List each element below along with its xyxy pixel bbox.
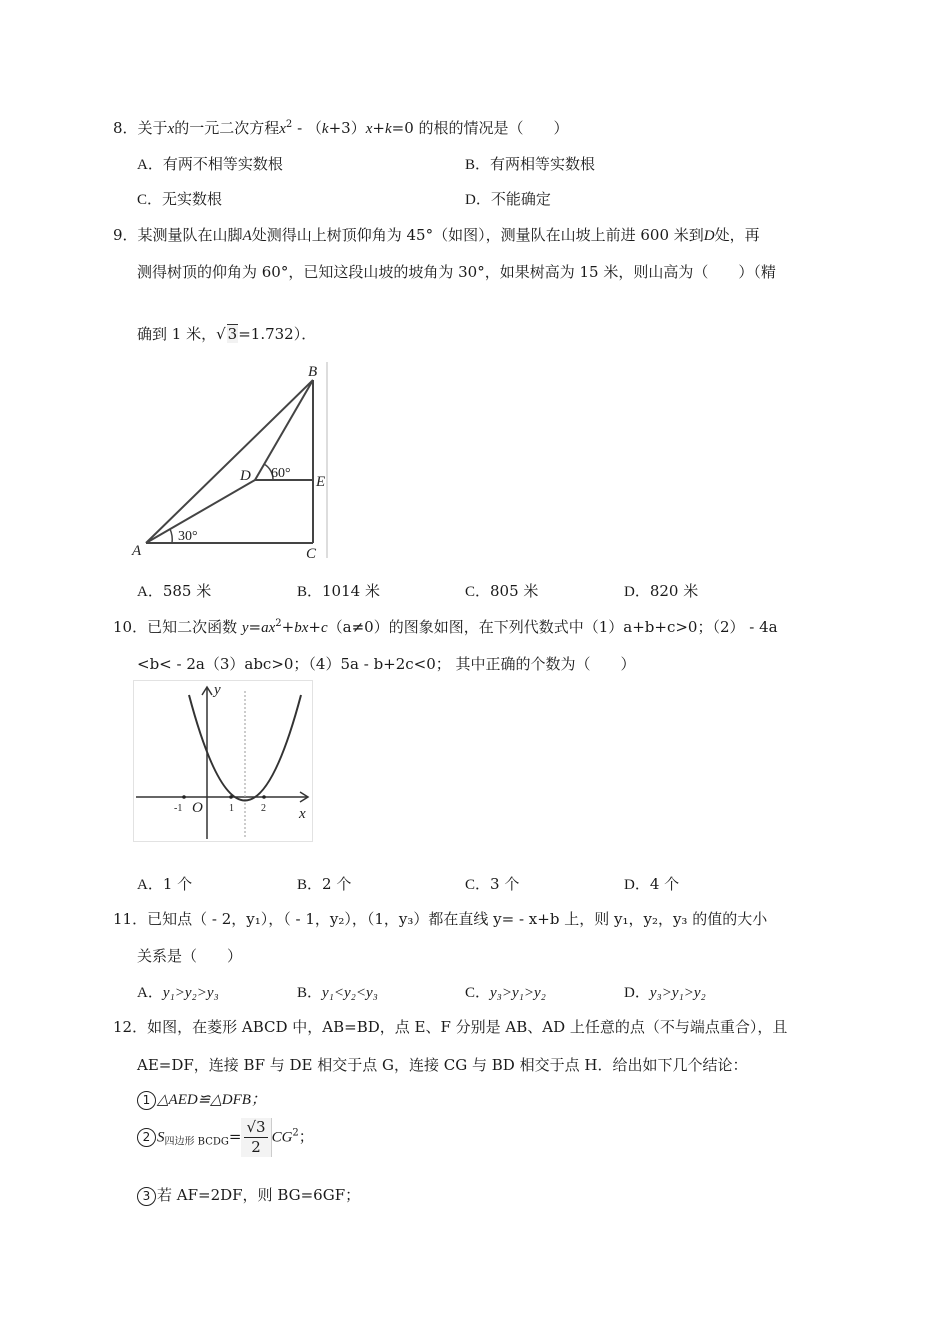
question-10-line-2: <b< - 2a（3）abc>0；（4）5a - b+2c<0； 其中正确的个数为（ ）	[137, 655, 636, 673]
circled-number-3: 3	[137, 1187, 156, 1206]
q10-option-d: D．4 个	[624, 875, 680, 893]
q12-conclusion-1: 1 △AED≌△DFB；	[137, 1088, 266, 1110]
question-9-line-1: 9．某测量队在山脚A处测得山上树顶仰角为 45°（如图），测量队在山坡上前进 600 米到D处，再	[113, 226, 760, 244]
q8-option-d: D．不能确定	[465, 190, 551, 208]
question-11-line-2: 关系是（ ）	[137, 947, 243, 965]
q9-option-b: B．1014 米	[297, 582, 380, 600]
svg-text:x: x	[299, 806, 306, 822]
svg-text:O: O	[192, 800, 203, 816]
circled-number-2: 2	[137, 1128, 156, 1147]
svg-text:2: 2	[261, 803, 266, 814]
svg-text:D: D	[240, 468, 251, 484]
svg-text:E: E	[316, 474, 326, 490]
svg-text:60°: 60°	[271, 466, 291, 481]
q9-option-a: A．585 米	[137, 582, 212, 600]
q10-parabola-graph	[133, 680, 313, 842]
q12-conclusion-2: 2 $S_{四边形 BCDG}=$ $\frac{√3}{2}$ $CG^2$；	[137, 1118, 314, 1157]
question-12-line-1: 12．如图，在菱形 ABCD 中，AB=BD，点 E、F 分别是 AB、AD 上任意的点（不与端点重合），且	[113, 1018, 788, 1036]
fraction: $\frac{√3}{2}$	[241, 1118, 271, 1157]
svg-text:1: 1	[229, 803, 234, 814]
q11-option-b: B．y₁<y₂<y₃	[297, 985, 378, 1001]
question-10-line-1: 10．已知二次函数 $y=ax^2+bx+c(a\ne 0)$的图象如图，在下列代数式中（1）a+b+c>0；（2） - 4a	[113, 618, 778, 636]
svg-text:-1: -1	[174, 803, 183, 814]
svg-text:y: y	[214, 682, 221, 698]
question-8-stem: 8．关于x的一元二次方程$x^2 - (k+3)x+k=0$ 的根的情况是（ ）	[113, 119, 569, 137]
question-12-line-2: AE=DF，连接 BF 与 DE 相交于点 G，连接 CG 与 BD 相交于点 H．给出如下几个结论：	[137, 1056, 748, 1074]
q9-option-c: C．805 米	[465, 582, 539, 600]
svg-text:30°: 30°	[178, 529, 198, 544]
svg-text:B: B	[308, 364, 318, 380]
q9-option-d: D．820 米	[624, 582, 699, 600]
q9-slope-figure	[130, 360, 340, 565]
q10-option-c: C．3 个	[465, 875, 520, 893]
question-11-line-1: 11．已知点（ - 2，y₁），（ - 1，y₂），（1，y₃）都在直线 y= - x+b 上，则 y₁，y₂，y₃ 的值的大小	[113, 910, 768, 928]
svg-text:A: A	[132, 543, 142, 559]
q11-option-c: C．y₃>y₁>y₂	[465, 985, 546, 1001]
circled-number-1: 1	[137, 1091, 156, 1110]
q12-conclusion-3: 3 若 AF=2DF，则 BG=6GF；	[137, 1184, 360, 1206]
q11-option-a: A．y₁>y₂>y₃	[137, 985, 219, 1001]
q8-option-c: C．无实数根	[137, 190, 223, 208]
svg-text:C: C	[306, 546, 317, 562]
q10-option-a: A．1 个	[137, 875, 193, 893]
q8-option-b: B．有两相等实数根	[465, 155, 596, 173]
q10-option-b: B．2 个	[297, 875, 352, 893]
q11-option-d: D．y₃>y₁>y₂	[624, 985, 706, 1001]
question-9-line-2: 测得树顶的仰角为 60°，已知这段山坡的坡角为 30°，如果树高为 15 米，则山高为（ ）（精	[137, 263, 776, 281]
question-9-line-3: 确到 1 米，√ 3=1.732）．	[137, 325, 317, 343]
sqrt-symbol: √	[216, 325, 226, 343]
q8-option-a: A．有两不相等实数根	[137, 155, 283, 173]
